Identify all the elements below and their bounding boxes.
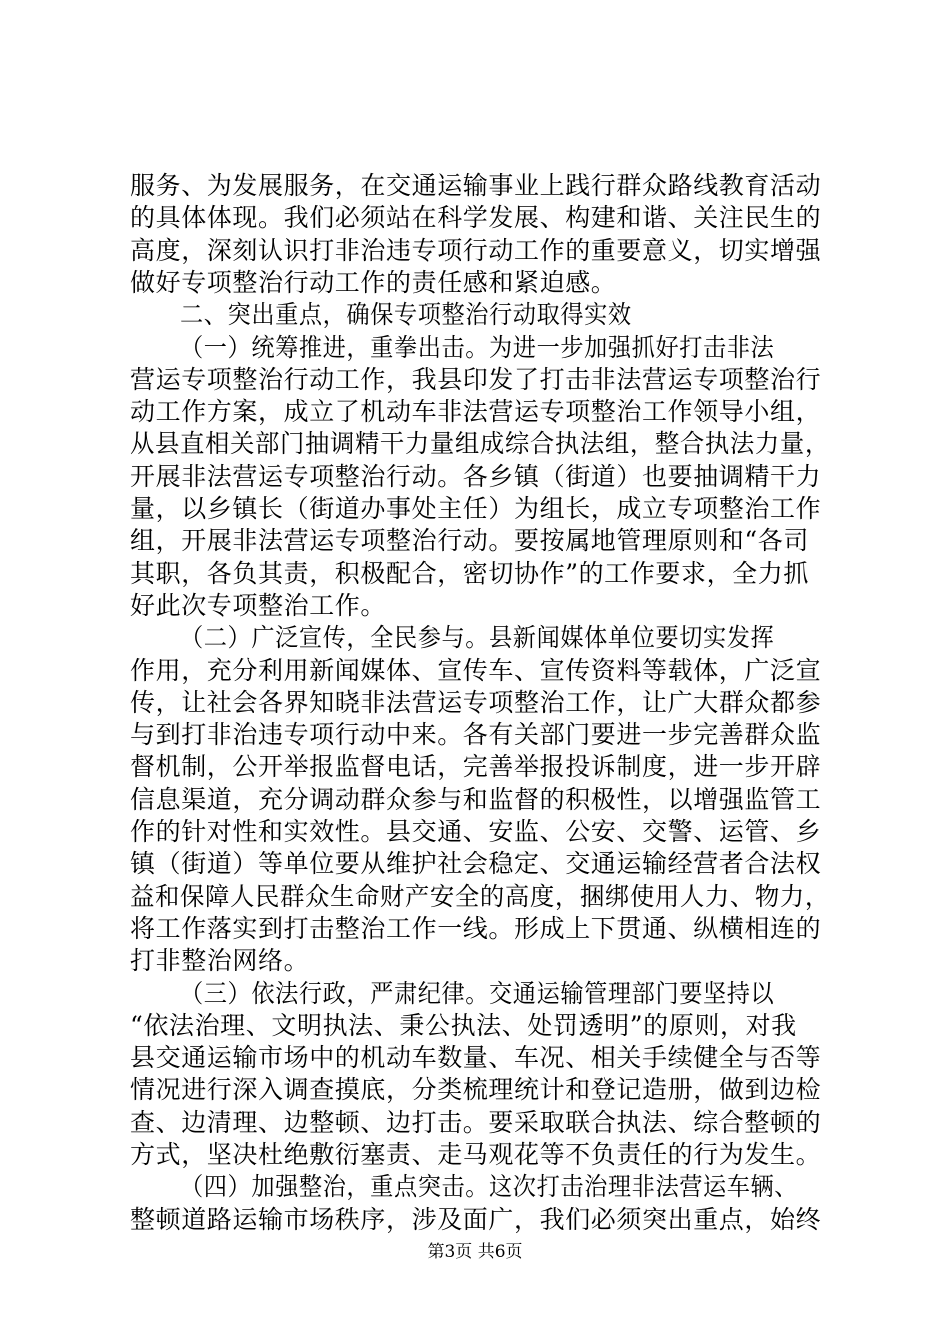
section-heading: 二、突出重点，确保专项整治行动取得实效	[180, 300, 632, 330]
text-line: 组，开展非法营运专项整治行动。要按属地管理原则和“各司	[130, 526, 809, 556]
text-line: 开展非法营运专项整治行动。各乡镇（街道）也要抽调精干力	[130, 461, 822, 491]
text-line: 服务、为发展服务，在交通运输事业上践行群众路线教育活动	[130, 171, 822, 200]
text-line: 打非整治网络。	[130, 946, 310, 976]
text-line: 信息渠道，充分调动群众参与和监督的积极性，以增强监管工	[130, 784, 822, 814]
text-line: 查、边清理、边整顿、边打击。要采取联合执法、综合整顿的	[130, 1107, 822, 1137]
text-line: 做好专项整治行动工作的责任感和紧迫感。	[130, 267, 617, 297]
text-line: 好此次专项整治工作。	[130, 590, 387, 620]
text-line: 高度，深刻认识打非治违专项行动工作的重要意义，切实增强	[130, 235, 822, 265]
paragraph-start: （四）加强整治，重点突击。这次打击治理非法营运车辆、	[180, 1172, 799, 1202]
page-number: 第3页 共6页	[427, 1242, 523, 1262]
text-line: 作用，充分利用新闻媒体、宣传车、宣传资料等载体，广泛宣	[130, 655, 822, 685]
text-line: 益和保障人民群众生命财产安全的高度，捆绑使用人力、物力，	[130, 881, 830, 911]
text-line: 从县直相关部门抽调精干力量组成综合执法组，整合执法力量，	[130, 429, 830, 459]
text-line: 将工作落实到打击整治工作一线。形成上下贯通、纵横相连的	[130, 913, 822, 943]
paragraph-start: （三）依法行政，严肃纪律。交通运输管理部门要坚持以	[180, 978, 775, 1008]
text-line: 作的针对性和实效性。县交通、安监、公安、交警、运管、乡	[130, 817, 822, 846]
text-line: 营运专项整治行动工作，我县印发了打击非法营运专项整治行	[130, 364, 822, 394]
text-line: 传，让社会各界知晓非法营运专项整治工作，让广大群众都参	[130, 687, 822, 717]
paragraph-start: （二）广泛宣传，全民参与。县新闻媒体单位要切实发挥	[180, 623, 775, 653]
text-line: 督机制，公开举报监督电话，完善举报投诉制度，进一步开辟	[130, 752, 822, 782]
text-line: 方式，坚决杜绝敷衍塞责、走马观花等不负责任的行为发生。	[130, 1140, 822, 1169]
text-line: 与到打非治违专项行动中来。各有关部门要进一步完善群众监	[130, 720, 822, 750]
text-line: “依法治理、文明执法、秉公执法、处罚透明”的原则，对我	[130, 1010, 797, 1040]
text-line: 情况进行深入调查摸底，分类梳理统计和登记造册，做到边检	[130, 1075, 822, 1105]
text-line: 其职，各负其责，积极配合，密切协作”的工作要求，全力抓	[130, 558, 809, 588]
text-line: 镇（街道）等单位要从维护社会稳定、交通运输经营者合法权	[130, 849, 822, 879]
text-line: 县交通运输市场中的机动车数量、车况、相关手续健全与否等	[130, 1043, 822, 1073]
paragraph-start: （一）统筹推进，重拳出击。为进一步加强抓好打击非法	[180, 332, 775, 362]
text-line: 动工作方案，成立了机动车非法营运专项整治工作领导小组，	[130, 397, 822, 427]
text-line: 整顿道路运输市场秩序，涉及面广，我们必须突出重点，始终	[130, 1204, 822, 1234]
text-line: 量，以乡镇长（街道办事处主任）为组长，成立专项整治工作	[130, 494, 822, 523]
text-line: 的具体体现。我们必须站在科学发展、构建和谐、关注民生的	[130, 203, 822, 233]
